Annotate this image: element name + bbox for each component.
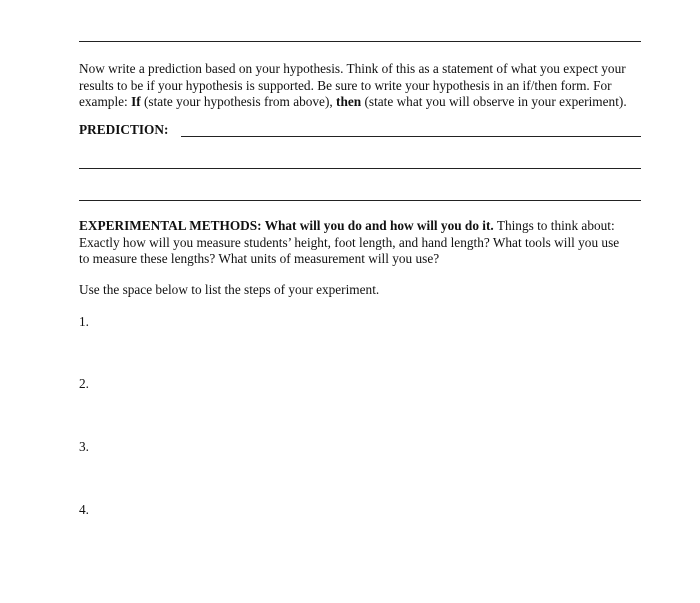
methods-prompt-start: Things to think about: [493, 218, 615, 233]
step-number-4: 4. [79, 502, 89, 517]
then-keyword: then [336, 94, 362, 109]
instructions-line-3 [79, 94, 651, 111]
top-answer-line [79, 41, 641, 42]
instructions-line-2: results to be if your hypothesis is supported. Be sure to write your hypothesis in an if/then form. For [79, 77, 612, 93]
prediction-label: PREDICTION: [79, 122, 169, 137]
prediction-instructions [79, 61, 651, 111]
step-number-3: 3. [79, 439, 89, 454]
instructions-line-1: Now write a prediction based on your hypothesis. Think of this as a statement of what you expect your [79, 61, 626, 76]
methods-section [79, 218, 651, 268]
prediction-answer-line-3[interactable] [79, 200, 641, 201]
prediction-answer-line-2[interactable] [79, 168, 641, 169]
example-prefix: example: [79, 94, 132, 109]
steps-instruction: Use the space below to list the steps of your experiment. [79, 282, 380, 297]
if-keyword: If [131, 94, 141, 109]
example-hypothesis-text: (state your hypothesis from above), [140, 94, 337, 109]
methods-heading: EXPERIMENTAL METHODS: What will you do and how will you do it. [79, 218, 494, 233]
methods-line-3: to measure these lengths? What units of measurement will you use? [79, 251, 440, 266]
step-number-1: 1. [79, 314, 89, 329]
prediction-answer-line-1[interactable] [181, 136, 641, 137]
methods-line-2: Exactly how will you measure students’ height, foot length, and hand length? What tools will you use [79, 234, 620, 250]
example-observation-text: (state what you will observe in your experiment). [361, 94, 627, 109]
step-number-2: 2. [79, 376, 89, 391]
methods-line-1 [79, 218, 651, 235]
